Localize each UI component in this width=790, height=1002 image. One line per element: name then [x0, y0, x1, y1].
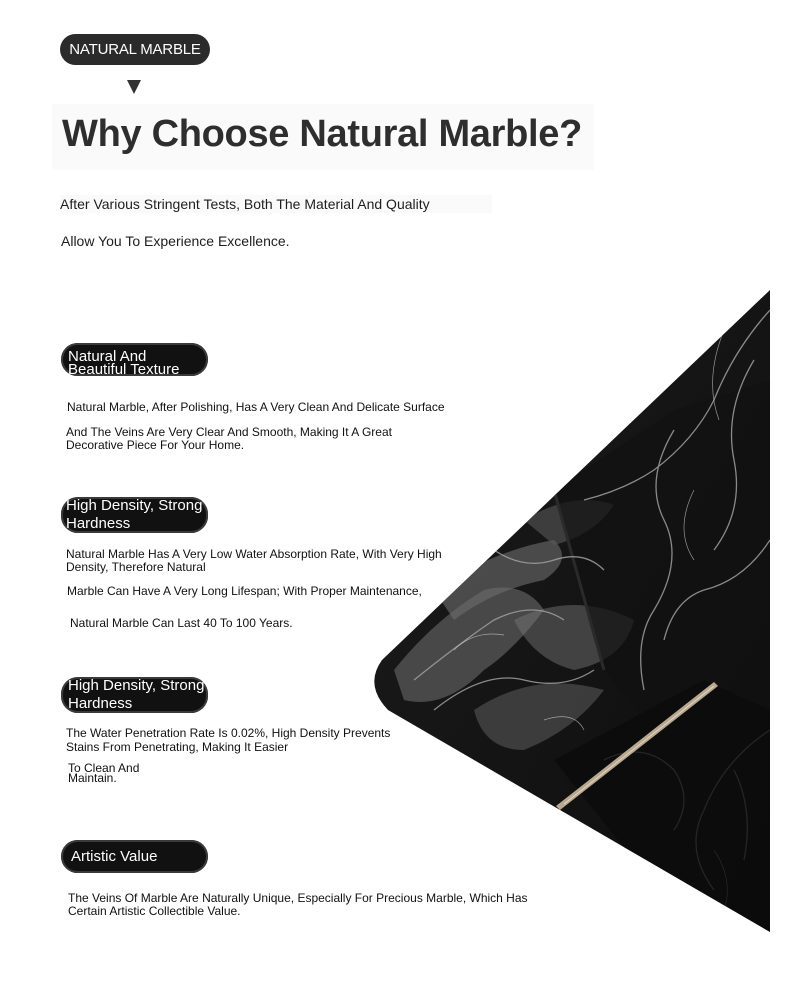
feature-text: And The Veins Are Very Clear And Smooth, Making It A Great — [66, 425, 392, 439]
feature-badge-stain-resistance — [61, 677, 208, 713]
feature-text: Natural Marble, After Polishing, Has A Very Clean And Delicate Surface — [67, 400, 445, 414]
tag-label: NATURAL MARBLE — [69, 41, 201, 58]
feature-badge-label: High Density, Strong Hardness — [66, 497, 203, 532]
feature-text: To Clean And — [68, 761, 140, 775]
feature-text: Decorative Piece For Your Home. — [66, 438, 245, 452]
feature-text: Density, Therefore Natural — [66, 560, 206, 574]
intro-line-1: After Various Stringent Tests, Both The Material And Quality — [60, 195, 492, 213]
intro-line-2: Allow You To Experience Excellence. — [61, 233, 290, 249]
feature-badge-artistic — [61, 840, 208, 873]
feature-badge-texture — [61, 343, 208, 376]
feature-badge-label: High Density, Strong Hardness — [68, 677, 205, 712]
feature-badge-label: Artistic Value — [71, 848, 158, 865]
page-title: Why Choose Natural Marble? — [62, 113, 583, 155]
black-marble-product-image — [374, 290, 770, 932]
feature-text: Maintain. — [68, 771, 117, 785]
feature-text: Natural Marble Can Last 40 To 100 Years. — [70, 616, 293, 630]
arrow-down-icon — [127, 80, 141, 94]
feature-badge-density — [61, 497, 208, 533]
feature-text: The Veins Of Marble Are Naturally Unique, Especially For Precious Marble, Which Has — [68, 891, 528, 905]
feature-text: Marble Can Have A Very Long Lifespan; With Proper Maintenance, — [67, 584, 422, 598]
natural-marble-tag — [60, 34, 210, 65]
feature-text: Certain Artistic Collectible Value. — [68, 904, 241, 918]
feature-text: Natural Marble Has A Very Low Water Absorption Rate, With Very High — [66, 547, 442, 561]
feature-badge-label: Natural And Beautiful Texture — [68, 348, 180, 376]
feature-text: Stains From Penetrating, Making It Easier — [66, 740, 289, 754]
feature-text: The Water Penetration Rate Is 0.02%, High Density Prevents — [66, 726, 391, 740]
